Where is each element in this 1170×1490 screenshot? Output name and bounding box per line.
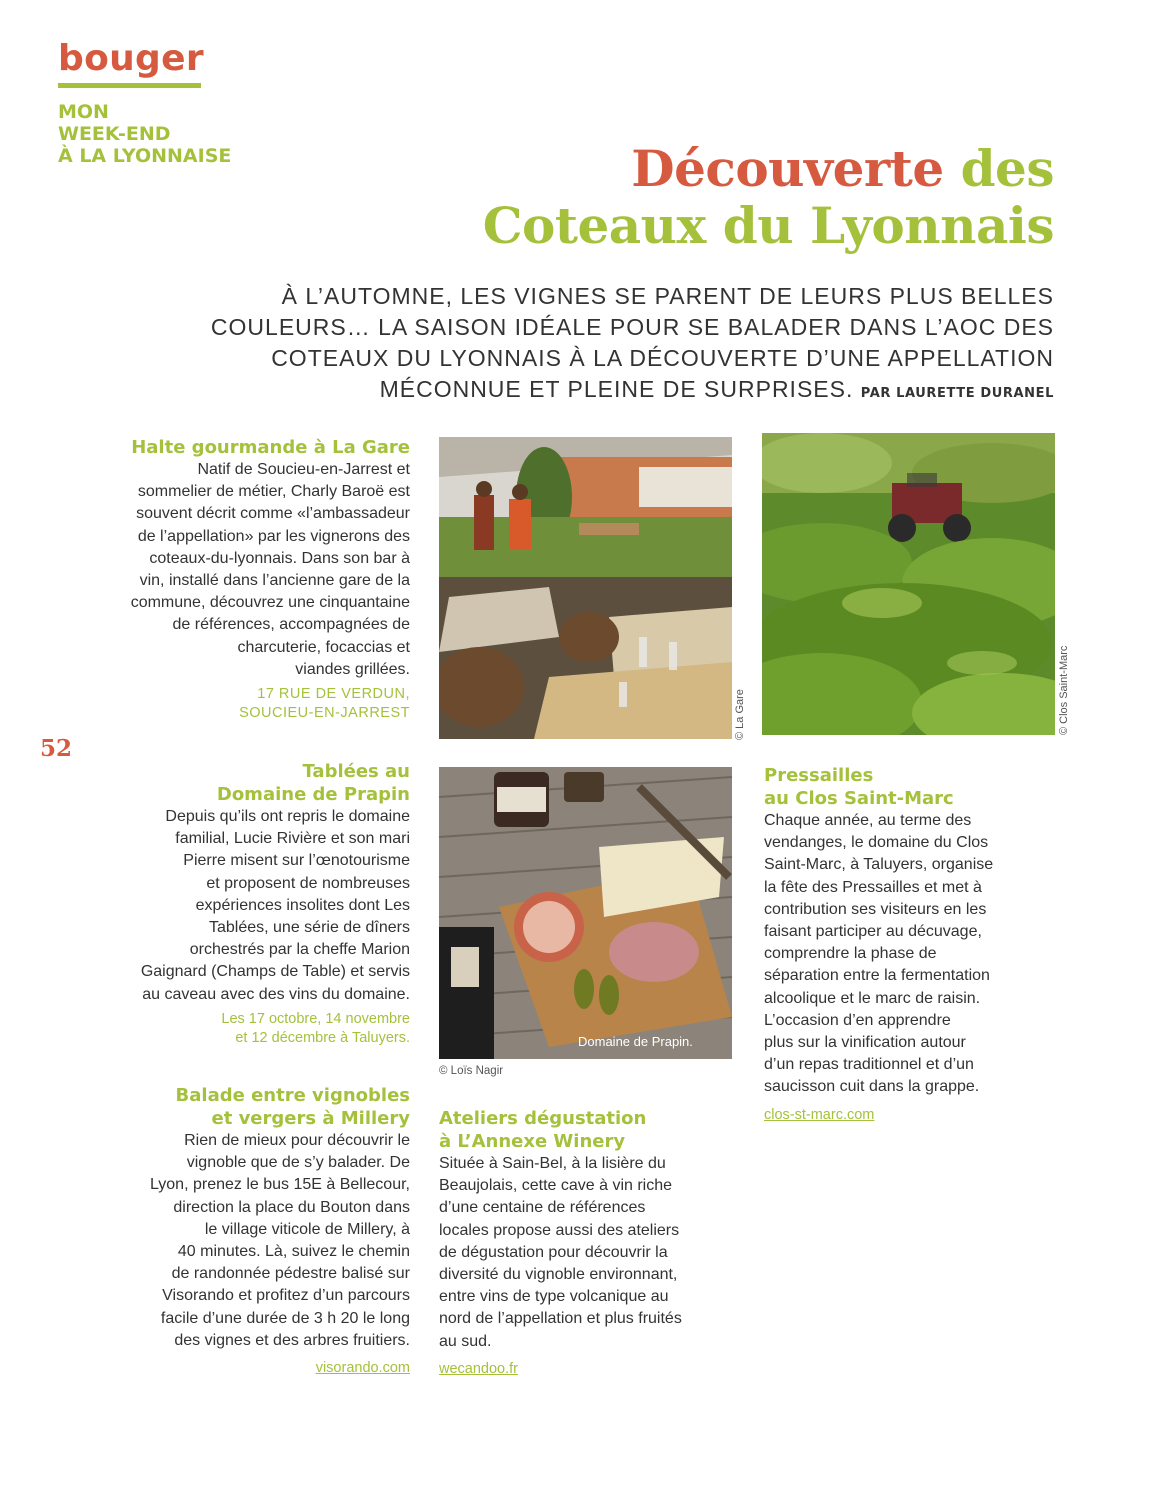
- address-line: SOUCIEU-EN-JARREST: [239, 705, 410, 722]
- address-line: 17 RUE DE VERDUN,: [257, 686, 410, 703]
- lead-line: COULEURS… LA SAISON IDÉALE POUR SE BALADER DANS L’AOC DES: [210, 314, 1054, 340]
- article-heading: et vergers à Millery: [211, 1108, 410, 1129]
- rubric-line: À LA LYONNAISE: [58, 145, 232, 167]
- title-highlight: Découverte: [631, 139, 944, 198]
- body-line: direction la place du Bouton dans: [173, 1198, 410, 1216]
- photo-prapin: [439, 767, 732, 1059]
- body-line: Située à Sain-Bel, à la lisière du: [439, 1155, 666, 1172]
- body-line: entre vins de type volcanique au: [439, 1288, 669, 1306]
- photo-credit-prapin: © Loïs Nagir: [439, 1065, 504, 1077]
- body-line: vin, installé dans l’ancienne gare de la: [139, 572, 410, 590]
- photo-credit-vignes: © Clos Saint-Marc: [1058, 645, 1070, 735]
- body-line: souvent décrit comme «l’ambassadeur: [136, 505, 410, 523]
- article-heading: Ateliers dégustation: [439, 1108, 647, 1129]
- article-prapin: [100, 760, 410, 1048]
- body-line: locales propose aussi des ateliers: [439, 1221, 680, 1239]
- body-line: et proposent de nombreuses: [206, 874, 410, 892]
- article-heading: Balade entre vignobles: [175, 1085, 410, 1106]
- body-line: vendanges, le domaine du Clos: [764, 834, 989, 852]
- body-line: L’occasion d’en apprendre: [764, 1011, 951, 1029]
- body-line: faisant participer au décuvage,: [764, 923, 982, 941]
- lead-line: MÉCONNUE ET PLEINE DE SURPRISES.: [379, 376, 854, 402]
- body-line: diversité du vignoble environnant,: [439, 1266, 678, 1284]
- body-line: facile d’une durée de 3 h 20 le long: [160, 1309, 410, 1327]
- article-clos: [764, 764, 1064, 1126]
- body-line: viandes grillées.: [295, 660, 410, 678]
- body-line: Tablées, une série de dîners: [208, 919, 410, 937]
- event-dates: [100, 1010, 410, 1048]
- body-line: de randonnée pédestre balisé sur: [171, 1265, 410, 1283]
- body-line: Natif de Soucieu-en-Jarrest et: [197, 461, 410, 478]
- photo-prapin-illustration: [439, 767, 732, 1059]
- body-line: Pierre misent sur l’œnotourisme: [183, 852, 410, 870]
- article-heading: Pressailles: [764, 765, 874, 786]
- body-line: contribution ses visiteurs en les: [764, 900, 987, 918]
- body-line: plus sur la vinification autour: [764, 1034, 966, 1052]
- wecandoo-link[interactable]: wecandoo.fr: [439, 1360, 518, 1377]
- article-heading: au Clos Saint-Marc: [764, 788, 954, 809]
- body-line: expériences insolites dont Les: [195, 896, 410, 914]
- body-line: de références, accompagnées de: [172, 616, 410, 634]
- article-millery: [100, 1084, 410, 1379]
- rubric: [58, 101, 231, 167]
- body-line: nord de l’appellation et plus fruités: [439, 1310, 682, 1328]
- lead-paragraph: [174, 281, 1054, 409]
- article-heading: à L’Annexe Winery: [439, 1131, 626, 1152]
- body-line: vignoble que de s’y balader. De: [186, 1154, 410, 1172]
- clos-st-marc-link[interactable]: clos-st-marc.com: [764, 1106, 875, 1123]
- body-line: Beaujolais, cette cave à vin riche: [439, 1177, 673, 1195]
- title-line-2: Coteaux du Lyonnais: [482, 196, 1054, 255]
- body-line: comprendre la phase de: [764, 945, 937, 963]
- body-line: au sud.: [439, 1332, 492, 1350]
- event-dates-line: et 12 décembre à Taluyers.: [235, 1029, 410, 1046]
- page-number: 52: [40, 735, 73, 762]
- photo-caption-prapin: Domaine de Prapin.: [578, 1034, 693, 1049]
- body-line: d’un repas traditionnel et d’un: [764, 1056, 974, 1074]
- body-line: 40 minutes. Là, suivez le chemin: [177, 1243, 410, 1261]
- lead-line: COTEAUX DU LYONNAIS À LA DÉCOUVERTE D’UNE APPELLATION: [271, 345, 1054, 371]
- body-line: Chaque année, au terme des: [764, 812, 972, 829]
- body-line: la fête des Pressailles et met à: [764, 878, 982, 896]
- visorando-link[interactable]: visorando.com: [315, 1360, 410, 1377]
- body-line: coteaux-du-lyonnais. Dans son bar à: [149, 549, 410, 567]
- body-line: Gaignard (Champs de Table) et servis: [140, 963, 410, 981]
- photo-vignes: [762, 433, 1055, 735]
- article-annexe: [439, 1107, 739, 1380]
- body-line: familial, Lucie Rivière et son mari: [175, 830, 410, 848]
- address: [100, 685, 410, 723]
- byline: PAR LAURETTE DURANEL: [860, 386, 1054, 401]
- article-heading: Domaine de Prapin: [216, 784, 410, 805]
- body-line: séparation entre la fermentation: [764, 967, 990, 985]
- body-line: saucisson cuit dans la grappe.: [764, 1078, 980, 1096]
- body-line: charcuterie, focaccias et: [237, 638, 410, 656]
- section-underline: [58, 83, 201, 88]
- body-line: le village viticole de Millery, à: [204, 1220, 410, 1238]
- rubric-line: WEEK-END: [58, 123, 171, 145]
- body-line: des vignes et des arbres fruitiers.: [174, 1331, 410, 1349]
- body-line: de dégustation pour découvrir la: [439, 1243, 668, 1261]
- body-line: sommelier de métier, Charly Baroë est: [137, 483, 410, 501]
- article-heading: Halte gourmande à La Gare: [131, 437, 410, 458]
- photo-la-gare: [439, 437, 732, 739]
- photo-vignes-illustration: [762, 433, 1055, 735]
- lead-line-last: [174, 374, 1054, 409]
- article-heading: Tablées au: [302, 761, 410, 782]
- body-line: au caveau avec des vins du domaine.: [142, 985, 410, 1003]
- article-gare: [100, 436, 410, 723]
- rubric-line: MON: [58, 101, 109, 123]
- body-line: d’une centaine de références: [439, 1199, 646, 1217]
- body-line: alcoolique et le marc de raisin.: [764, 989, 981, 1007]
- title-part: des: [943, 139, 1054, 198]
- body-line: Visorando et profitez d’un parcours: [162, 1287, 410, 1305]
- body-line: de l’appellation» par les vignerons des: [137, 527, 410, 545]
- lead-line: À L’AUTOMNE, LES VIGNES SE PARENT DE LEURS PLUS BELLES: [281, 283, 1054, 309]
- article-title: [483, 140, 1054, 254]
- body-line: Rien de mieux pour découvrir le: [184, 1132, 410, 1149]
- body-line: commune, découvrez une cinquantaine: [130, 594, 410, 612]
- section-label: bouger: [58, 38, 204, 79]
- event-dates-line: Les 17 octobre, 14 novembre: [221, 1010, 410, 1027]
- body-line: orchestrés par la cheffe Marion: [189, 941, 410, 959]
- body-line: Saint-Marc, à Taluyers, organise: [764, 856, 994, 874]
- body-line: Lyon, prenez le bus 15E à Bellecour,: [149, 1176, 410, 1194]
- body-line: Depuis qu’ils ont repris le domaine: [165, 808, 410, 825]
- photo-la-gare-illustration: [439, 437, 732, 739]
- photo-credit-la-gare: © La Gare: [734, 689, 746, 740]
